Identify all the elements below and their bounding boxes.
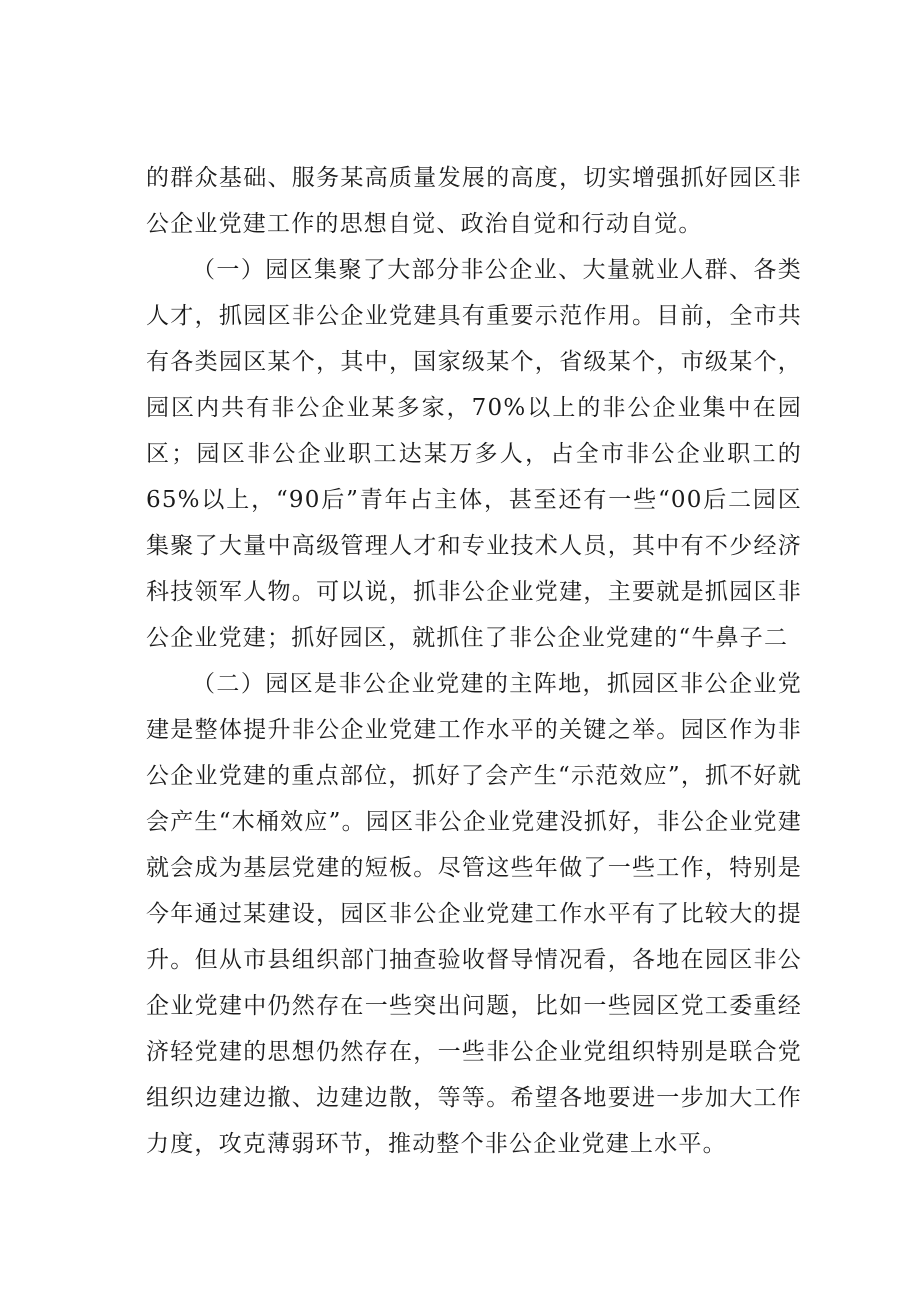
paragraph-section-1: （一）园区集聚了大部分非公企业、大量就业人群、各类人才，抓园区非公企业党建具有重要示范作用。目前，全市共有各类园区某个，其中，国家级某个，省级某个，市级某个，园区内共有非公企业某多家，70%以上的非公企业集中在园区；园区非公企业职工达某万多人，占全市非公企业职工的65%以上，“90后”青年占主体，甚至还有一些“00后二园区集聚了大量中高级管理人才和专业技术人员，其中有不少经济科技领军人物。可以说，抓非公企业党建，主要就是抓园区非公企业党建；抓好园区，就抓住了非公企业党建的“牛鼻子二 (146, 257, 802, 651)
document-body (146, 155, 802, 1167)
paragraph-continuation: 的群众基础、服务某高质量发展的高度，切实增强抓好园区非公企业党建工作的思想自觉、政治自觉和行动自觉。 (146, 165, 802, 237)
paragraph-section-2: （二）园区是非公企业党建的主阵地，抓园区非公企业党建是整体提升非公企业党建工作水平的关键之举。园区作为非公企业党建的重点部位，抓好了会产生“示范效应”，抓不好就会产生“木桶效应”。园区非公企业党建没抓好，非公企业党建就会成为基层党建的短板。尽管这些年做了一些工作，特别是今年通过某建设，园区非公企业党建工作水平有了比较大的提升。但从市县组织部门抽查验收督导情况看，各地在园区非公企业党建中仍然存在一些突出问题，比如一些园区党工委重经济轻党建的思想仍然存在，一些非公企业党组织特别是联合党组织边建边撤、边建边散，等等。希望各地要进一步加大工作力度，攻克薄弱环节，推动整个非公企业党建上水平。 (146, 671, 802, 1157)
